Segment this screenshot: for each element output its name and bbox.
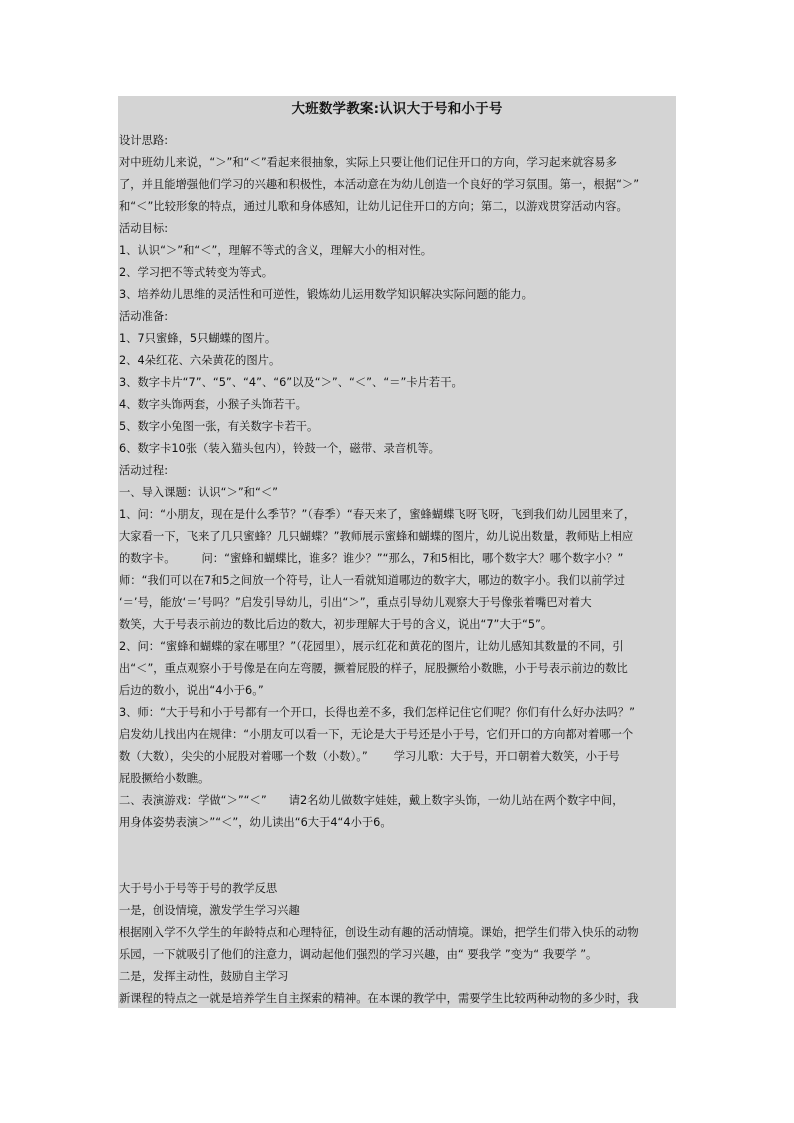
paragraph-line: 和“＜”比较形象的特点，通过儿歌和身体感知，让幼儿记住开口的方向；第二，以游戏贯穿活动内容。	[119, 200, 628, 213]
paragraph-line: 屁股撅给小数瞧。	[119, 772, 210, 785]
list-item: 3、数字卡片“7”、“5”、“4”、“6”以及“＞”、“＜”、“＝”卡片若干。	[119, 376, 463, 389]
text-segment: 的数字卡。	[119, 552, 176, 565]
list-item: 1、认识“＞”和“＜”，理解不等式的含义，理解大小的相对性。	[119, 244, 433, 257]
paragraph-line: 数笑，大于号表示前边的数比后边的数大，初步理解大于号的含义，说出“7”大于“5”。	[119, 618, 553, 631]
list-item: 4、数字头饰两套，小猴子头饰若干。	[119, 398, 307, 411]
document-page	[118, 96, 676, 1008]
text-segment: 数（大数），尖尖的小屁股对着哪一个数（小数）。”	[119, 750, 368, 763]
paragraph-line	[119, 551, 623, 566]
paragraph-line: 师：“我们可以在7和5之间放一个符号，让人一看就知道哪边的数字大，哪边的数字小。我们以前学过	[119, 574, 625, 587]
paragraph-line: 出“＜”，重点观察小于号像是在向左弯腰，撅着屁股的样子，屁股撅给小数瞧，小于号表示前边的数比	[119, 662, 628, 675]
section-heading-process: 活动过程:	[119, 464, 168, 477]
paragraph-line: 1、问：“小朋友，现在是什么季节？”（春季）“春天来了，蜜蜂蝴蝶飞呀飞呀，飞到我们幼儿园里来了，	[119, 508, 636, 521]
subsection-heading: 一、导入课题：认识“＞”和“＜”	[119, 486, 278, 499]
paragraph-line: 对中班幼儿来说，“＞”和“＜”看起来很抽象，实际上只要让他们记住开口的方向，学习起来就容易多	[119, 156, 617, 169]
text-segment: 请2名幼儿做数字娃娃，戴上数字头饰，一幼儿站在两个数字中间，	[288, 794, 624, 807]
document-title: 大班数学教案:认识大于号和小于号	[291, 101, 503, 117]
paragraph-line: ‘＝’号，能放‘＝’号吗？”启发引导幼儿，引出“＞”，重点引导幼儿观察大于号像张着嘴巴对着大	[119, 596, 592, 609]
paragraph-line: 用身体姿势表演＞”“＜”，幼儿读出“6大于4“4小于6。	[119, 816, 392, 829]
section-heading-goals: 活动目标:	[119, 222, 168, 235]
paragraph-line: 乐园，一下就吸引了他们的注意力，调动起他们强烈的学习兴趣，由“ 要我学 ”变为“ 我要学 ”。	[119, 948, 598, 961]
paragraph-line: 根据刚入学不久学生的年龄特点和心理特征，创设生动有趣的活动情境。课始，把学生们带入快乐的动物	[119, 926, 639, 939]
paragraph-line	[119, 749, 620, 764]
text-segment: 二、表演游戏：学做“＞”“＜”	[119, 794, 267, 807]
text-segment: 学习儿歌：大于号，开口朝着大数笑，小于号	[393, 750, 620, 763]
paragraph-line: 大家看一下，飞来了几只蜜蜂？几只蝴蝶？”教师展示蜜蜂和蝴蝶的图片，幼儿说出数量，教师贴上相应	[119, 530, 634, 543]
paragraph-line: 3、师：“大于号和小于号都有一个开口，长得也差不多，我们怎样记住它们呢？你们有什么好办法吗？”	[119, 706, 635, 719]
subsection-heading: 二是，发挥主动性，鼓励自主学习	[119, 970, 289, 983]
paragraph-line: 后边的数小，说出“4小于6。”	[119, 684, 264, 697]
paragraph-line: 2、问：“蜜蜂和蝴蝶的家在哪里？”（花园里），展示红花和黄花的图片，让幼儿感知其数量的不同，引	[119, 640, 624, 653]
paragraph-line: 了，并且能增强他们学习的兴趣和积极性，本活动意在为幼儿创造一个良好的学习氛围。第一，根据“＞”	[119, 178, 640, 191]
paragraph-line: 启发幼儿找出内在规律：“小朋友可以看一下，无论是大于号还是小于号，它们开口的方向都对着哪一个	[119, 728, 634, 741]
list-item: 3、培养幼儿思维的灵活性和可逆性，锻炼幼儿运用数学知识解决实际问题的能力。	[119, 288, 533, 301]
subsection-heading	[119, 793, 624, 808]
section-heading-reflection: 大于号小于号等于号的教学反思	[119, 882, 278, 895]
list-item: 2、学习把不等式转变为等式。	[119, 266, 274, 279]
list-item: 1、7只蜜蜂，5只蝴蝶的图片。	[119, 332, 277, 345]
section-heading-design: 设计思路:	[119, 134, 168, 147]
paragraph-line: 新课程的特点之一就是培养学生自主探索的精神。在本课的教学中，需要学生比较两种动物的多少时，我	[119, 992, 639, 1005]
text-segment: 问：“蜜蜂和蝴蝶比，谁多？谁少？”“那么，7和5相比，哪个数字大？哪个数字小？”	[201, 552, 624, 565]
list-item: 2、4朵红花、六朵黄花的图片。	[119, 354, 281, 367]
section-heading-preparation: 活动准备:	[119, 310, 168, 323]
list-item: 6、数字卡10张（装入猫头包内），铃鼓一个，磁带、录音机等。	[119, 442, 440, 455]
subsection-heading: 一是，创设情境，激发学生学习兴趣	[119, 904, 300, 917]
list-item: 5、数字小兔图一张，有关数字卡若干。	[119, 420, 319, 433]
